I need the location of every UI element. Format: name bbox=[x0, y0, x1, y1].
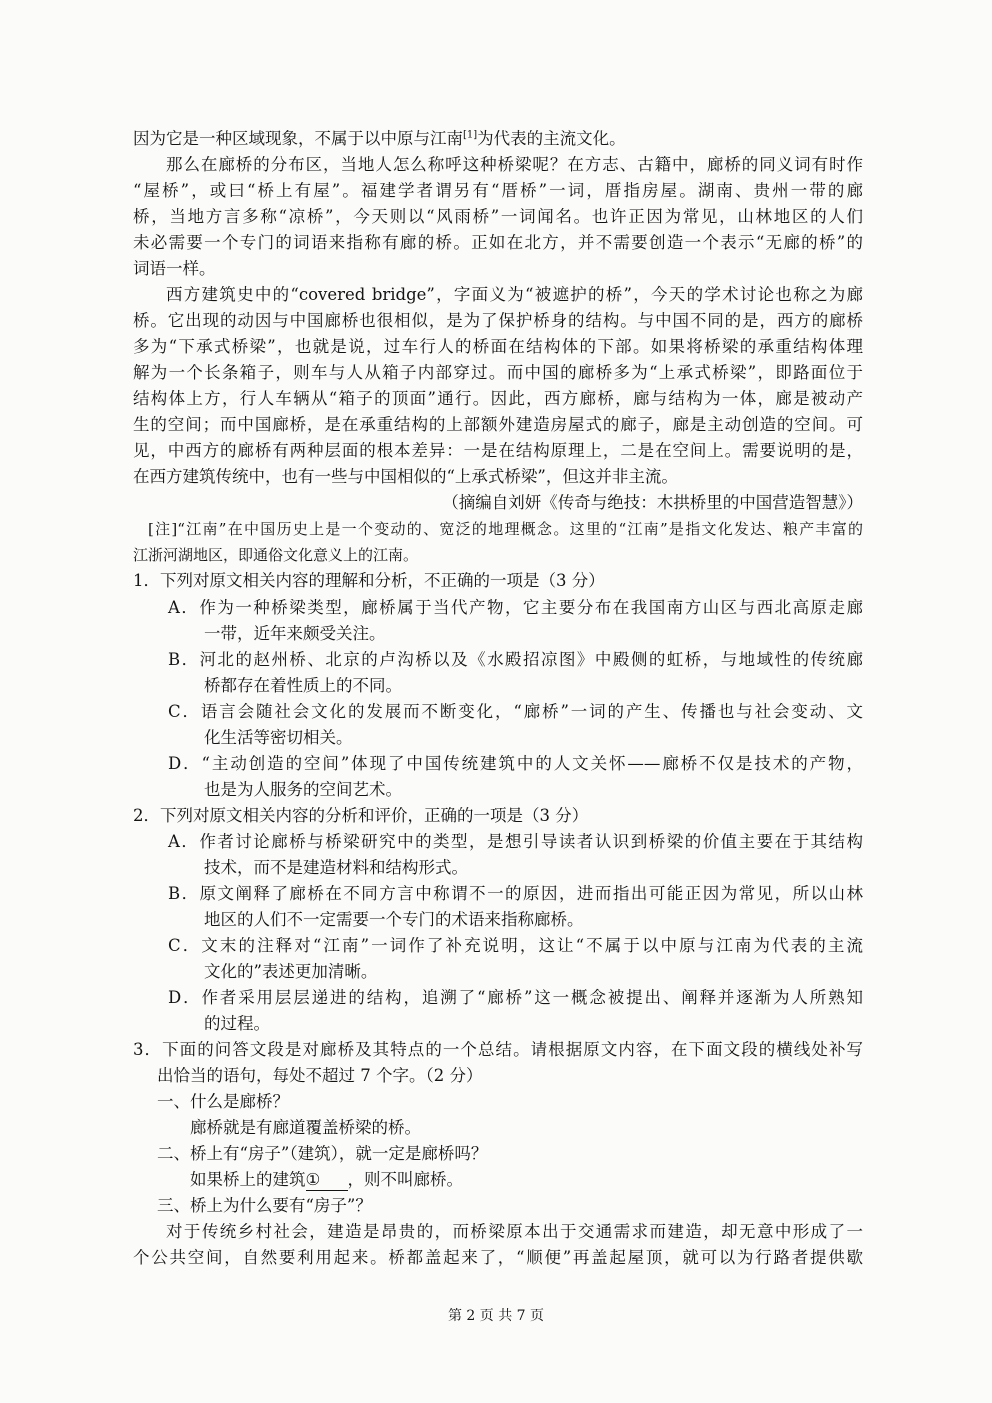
answer-blank-1[interactable]: ① bbox=[306, 1170, 348, 1191]
question-3-stem: 3．下面的问答文段是对廊桥及其特点的一个总结。请根据原文内容，在下面文段的横线处补写 bbox=[133, 1040, 863, 1059]
q1-option-c: C．语言会随社会文化的发展而不断变化，“廊桥”一词的产生、传播也与社会变动、文 bbox=[168, 702, 863, 721]
q3-tail-line: 个公共空间，自然要利用起来。桥都盖起来了，“顺便”再盖起屋顶，就可以为行路者提供歇 bbox=[133, 1248, 863, 1267]
page-footer: 第 2 页 共 7 页 bbox=[447, 1308, 545, 1324]
q2-option-a-cont: 技术，而不是建造材料和结构形式。 bbox=[204, 858, 468, 877]
q3-part-2-answer: 如果桥上的建筑① ，则不叫廊桥。 bbox=[190, 1170, 463, 1189]
question-3-stem-cont: 出恰当的语句，每处不超过 7 个字。（2 分） bbox=[157, 1066, 483, 1085]
q2-option-c: C．文末的注释对“江南”一词作了补充说明，这让“不属于以中原与江南为代表的主流 bbox=[168, 936, 863, 955]
passage-line: 在西方建筑传统中，也有一些与中国相似的“上承式桥梁”，但这并非主流。 bbox=[133, 467, 678, 486]
q2-option-d: D．作者采用层层递进的结构，追溯了“廊桥”这一概念被提出、阐释并逐渐为人所熟知 bbox=[168, 988, 863, 1007]
q2-option-d-cont: 的过程。 bbox=[204, 1014, 270, 1033]
q3-part-1-question: 一、什么是廊桥？ bbox=[157, 1092, 289, 1111]
q3-part-1-answer: 廊桥就是有廊道覆盖桥梁的桥。 bbox=[190, 1118, 421, 1137]
passage-line: 多为“下承式桥梁”，也就是说，过车行人的桥面在结构体的下部。如果将桥梁的承重结构体理 bbox=[133, 337, 863, 356]
question-2-stem: 2．下列对原文相关内容的分析和评价，正确的一项是（3 分） bbox=[133, 806, 589, 825]
passage-line: 解为一个长条箱子，则车与人从箱子内部穿过。而中国的廊桥多为“上承式桥梁”，即路面位于 bbox=[133, 363, 863, 382]
q2-option-a: A．作者讨论廊桥与桥梁研究中的类型，是想引导读者认识到桥梁的价值主要在于其结构 bbox=[168, 832, 863, 851]
passage-line: 结构体上方，行人车辆从“箱子的顶面”通行。因此，西方廊桥，廊与结构为一体，廊是被动产 bbox=[133, 389, 863, 408]
q3-tail-line: 对于传统乡村社会，建造是昂贵的，而桥梁原本出于交通需求而建造，却无意中形成了一 bbox=[166, 1222, 863, 1241]
passage-line: 见，中西方的廊桥有两种层面的根本差异：一是在结构原理上，二是在空间上。需要说明的是， bbox=[133, 441, 863, 460]
passage-line: 桥。它出现的动因与中国廊桥也很相似，是为了保护桥身的结构。与中国不同的是，西方的廊桥 bbox=[133, 311, 863, 330]
passage-line: 桥，当地方言多称“凉桥”，今天则以“风雨桥”一词闻名。也许正因为常见，山林地区的人们 bbox=[133, 207, 863, 226]
q1-option-b: B．河北的赵州桥、北京的卢沟桥以及《水殿招凉图》中殿侧的虹桥，与地域性的传统廊 bbox=[168, 650, 863, 669]
q1-option-b-cont: 桥都存在着性质上的不同。 bbox=[204, 676, 402, 695]
passage-line: 生的空间；而中国廊桥，是在承重结构的上部额外建造房屋式的廊子，廊是主动创造的空间。可 bbox=[133, 415, 863, 434]
question-1-stem: 1．下列对原文相关内容的理解和分析，不正确的一项是（3 分） bbox=[133, 571, 605, 590]
q1-option-c-cont: 化生活等密切相关。 bbox=[204, 728, 353, 747]
q2-option-b-cont: 地区的人们不一定需要一个专门的术语来指称廊桥。 bbox=[204, 910, 584, 929]
q3-part-2-question: 二、桥上有“房子”（建筑），就一定是廊桥吗？ bbox=[157, 1144, 488, 1163]
q1-option-a: A．作为一种桥梁类型，廊桥属于当代产物，它主要分布在我国南方山区与西北高原走廊 bbox=[168, 598, 863, 617]
q1-option-d: D．“主动创造的空间”体现了中国传统建筑中的人文关怀——廊桥不仅是技术的产物， bbox=[168, 754, 863, 773]
q3-part-3-question: 三、桥上为什么要有“房子”？ bbox=[157, 1196, 372, 1215]
q2-option-b: B．原文阐释了廊桥在不同方言中称谓不一的原因，进而指出可能正因为常见，所以山林 bbox=[168, 884, 863, 903]
passage-line: “屋桥”，或曰“桥上有屋”。福建学者谓另有“厝桥”一词，厝指房屋。湖南、贵州一带的廊 bbox=[133, 181, 863, 200]
q2-option-c-cont: 文化的”表述更加清晰。 bbox=[204, 962, 378, 981]
note-line: 江浙河湖地区，即通俗文化意义上的江南。 bbox=[133, 546, 419, 564]
note-line: [注]“江南”在中国历史上是一个变动的、宽泛的地理概念。这里的“江南”是指文化发达、粮产丰富的 bbox=[148, 520, 863, 538]
passage-line: 因为它是一种区域现象，不属于以中原与江南[1]为代表的主流文化。 bbox=[133, 129, 626, 148]
q1-option-a-cont: 一带，近年来颇受关注。 bbox=[204, 624, 386, 643]
passage-line: 西方建筑史中的“covered bridge”，字面义为“被遮护的桥”，今天的学术讨论也称之为廊 bbox=[166, 285, 863, 304]
passage-source: （摘编自刘妍《传奇与绝技：木拱桥里的中国营造智慧》） bbox=[442, 493, 863, 512]
passage-line: 未必需要一个专门的词语来指称有廊的桥。正如在北方，并不需要创造一个表示“无廊的桥”的 bbox=[133, 233, 863, 252]
passage-line: 词语一样。 bbox=[133, 259, 216, 278]
q1-option-d-cont: 也是为人服务的空间艺术。 bbox=[204, 780, 402, 799]
passage-line: 那么在廊桥的分布区，当地人怎么称呼这种桥梁呢？在方志、古籍中，廊桥的同义词有时作 bbox=[166, 155, 863, 174]
footnote-mark: [1] bbox=[463, 129, 478, 141]
